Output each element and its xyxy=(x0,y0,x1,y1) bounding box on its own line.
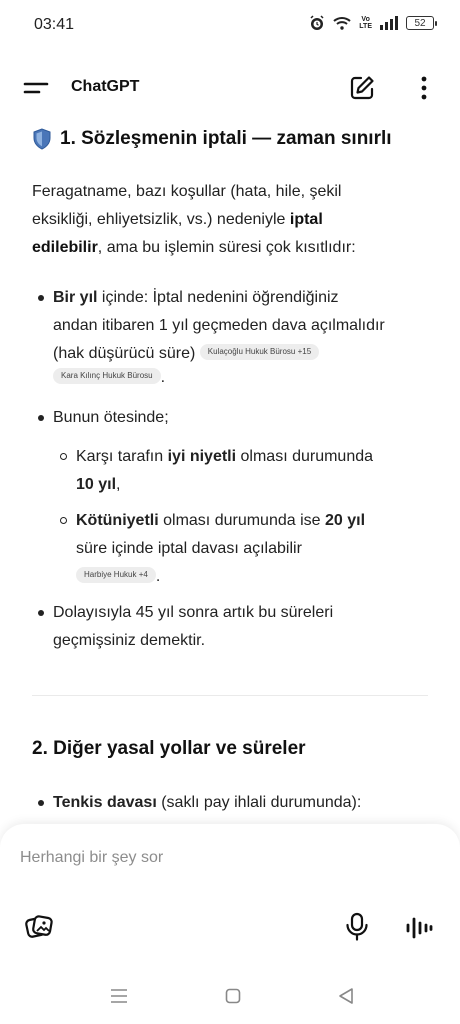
section-heading-2 xyxy=(32,738,306,760)
attach-image-button[interactable] xyxy=(24,912,54,942)
nav-home-button[interactable] xyxy=(225,988,241,1004)
chat-content xyxy=(0,118,460,828)
list-item xyxy=(53,284,433,368)
nav-back-button[interactable] xyxy=(338,987,354,1005)
sub2-bold2: 20 yıl xyxy=(324,512,366,529)
voice-mode-icon xyxy=(404,914,434,942)
bullet3-line2: geçmişsiniz demektir. xyxy=(53,632,206,649)
status-time: 03:41 xyxy=(34,16,75,33)
status-bar xyxy=(0,0,460,52)
section-divider xyxy=(32,695,428,696)
recents-icon xyxy=(110,988,128,1004)
source-chip[interactable]: Harbiye Hukuk +4 xyxy=(76,567,156,583)
sub1-post: olması durumunda xyxy=(236,448,374,465)
bullet1-end: . xyxy=(160,369,166,386)
sub1-pre: Karşı tarafın xyxy=(76,448,168,465)
sub1-bold: iyi niyetli xyxy=(167,448,237,465)
section-heading-1-text: 1. Sözleşmenin iptali — zaman sınırlı xyxy=(60,128,392,149)
message-input[interactable] xyxy=(20,846,420,870)
shield-icon xyxy=(32,128,52,150)
sub-bullet-ring xyxy=(60,517,67,524)
mic-icon xyxy=(344,912,370,942)
sub-bullet-ring xyxy=(60,453,67,460)
bullet-dot xyxy=(38,800,44,806)
back-icon xyxy=(338,987,354,1005)
nav-recents-button[interactable] xyxy=(110,988,128,1004)
status-icons xyxy=(309,15,434,31)
battery-indicator: 52 xyxy=(406,16,434,30)
section2-bullet-text: (saklı pay ihlali durumunda): xyxy=(156,794,362,811)
list-item xyxy=(53,404,169,432)
bullet1-bold: Bir yıl xyxy=(53,289,98,306)
sub2-line2: süre içinde iptal davası açılabilir xyxy=(76,540,302,557)
intro-bold-2: edilebilir xyxy=(32,239,98,256)
menu-button[interactable] xyxy=(22,76,50,100)
bullet1-line2: andan itibaren 1 yıl geçmeden dava açılmalıdır xyxy=(53,317,385,334)
bullet3-line1: Dolayısıyla 45 yıl sonra artık bu süreleri xyxy=(53,604,334,621)
sub2-cont xyxy=(76,563,160,591)
section-heading-1 xyxy=(32,128,392,150)
app-title: ChatGPT xyxy=(71,78,140,95)
sub2-bold: Kötüniyetli xyxy=(76,512,159,529)
sub1-bold2: 10 yıl xyxy=(76,476,117,493)
section-heading-2-text: 2. Diğer yasal yollar ve süreler xyxy=(32,738,306,759)
app-header xyxy=(0,62,460,114)
bullet-dot xyxy=(38,610,44,616)
section2-bullet-bold: Tenkis davası xyxy=(53,794,157,811)
volte-top: Vo xyxy=(361,16,370,23)
menu-icon xyxy=(22,76,50,100)
sub1-end: , xyxy=(116,476,121,493)
intro-bold-1: iptal xyxy=(289,211,323,228)
more-vert-icon xyxy=(414,74,434,102)
source-chip[interactable]: Kulaçoğlu Hukuk Bürosu +15 xyxy=(200,344,319,360)
wifi-icon xyxy=(333,16,351,30)
bullet-dot xyxy=(38,295,44,301)
mic-button[interactable] xyxy=(344,912,370,942)
more-options-button[interactable] xyxy=(414,74,434,102)
system-nav-bar xyxy=(0,974,460,1024)
intro-text-3: , ama bu işlemin süresi çok kısıtlıdır: xyxy=(97,239,356,256)
volte-bottom: LTE xyxy=(359,23,372,30)
intro-paragraph xyxy=(32,178,412,262)
bullet1-text: içinde: İptal nedenini öğrendiğiniz xyxy=(97,289,339,306)
home-icon xyxy=(225,988,241,1004)
sub2-end: . xyxy=(155,568,161,585)
signal-icon xyxy=(380,16,398,30)
sub-list-item xyxy=(76,443,426,499)
sub2-mid: olması durumunda ise xyxy=(158,512,325,529)
alarm-icon xyxy=(309,15,325,31)
message-composer xyxy=(0,824,460,974)
image-attach-icon xyxy=(24,912,54,942)
sub-list-item xyxy=(76,507,426,563)
source-chip[interactable]: Kara Kılınç Hukuk Bürosu xyxy=(53,368,161,384)
list-item xyxy=(53,789,433,817)
intro-text-1: Feragatname, bazı koşullar (hata, hile, şekil xyxy=(32,183,342,200)
bullet-dot xyxy=(38,415,44,421)
volte-indicator xyxy=(359,16,372,30)
edit-icon xyxy=(348,74,376,102)
voice-mode-button[interactable] xyxy=(404,914,434,942)
bullet1-line3: (hak düşürücü süre) xyxy=(53,345,196,362)
bullet1-cont xyxy=(53,364,165,392)
bullet2-text: Bunun ötesinde; xyxy=(53,409,169,426)
new-chat-button[interactable] xyxy=(348,74,376,102)
intro-text-2: eksikliği, ehliyetsizlik, vs.) nedeniyle xyxy=(32,211,290,228)
list-item xyxy=(53,599,433,655)
